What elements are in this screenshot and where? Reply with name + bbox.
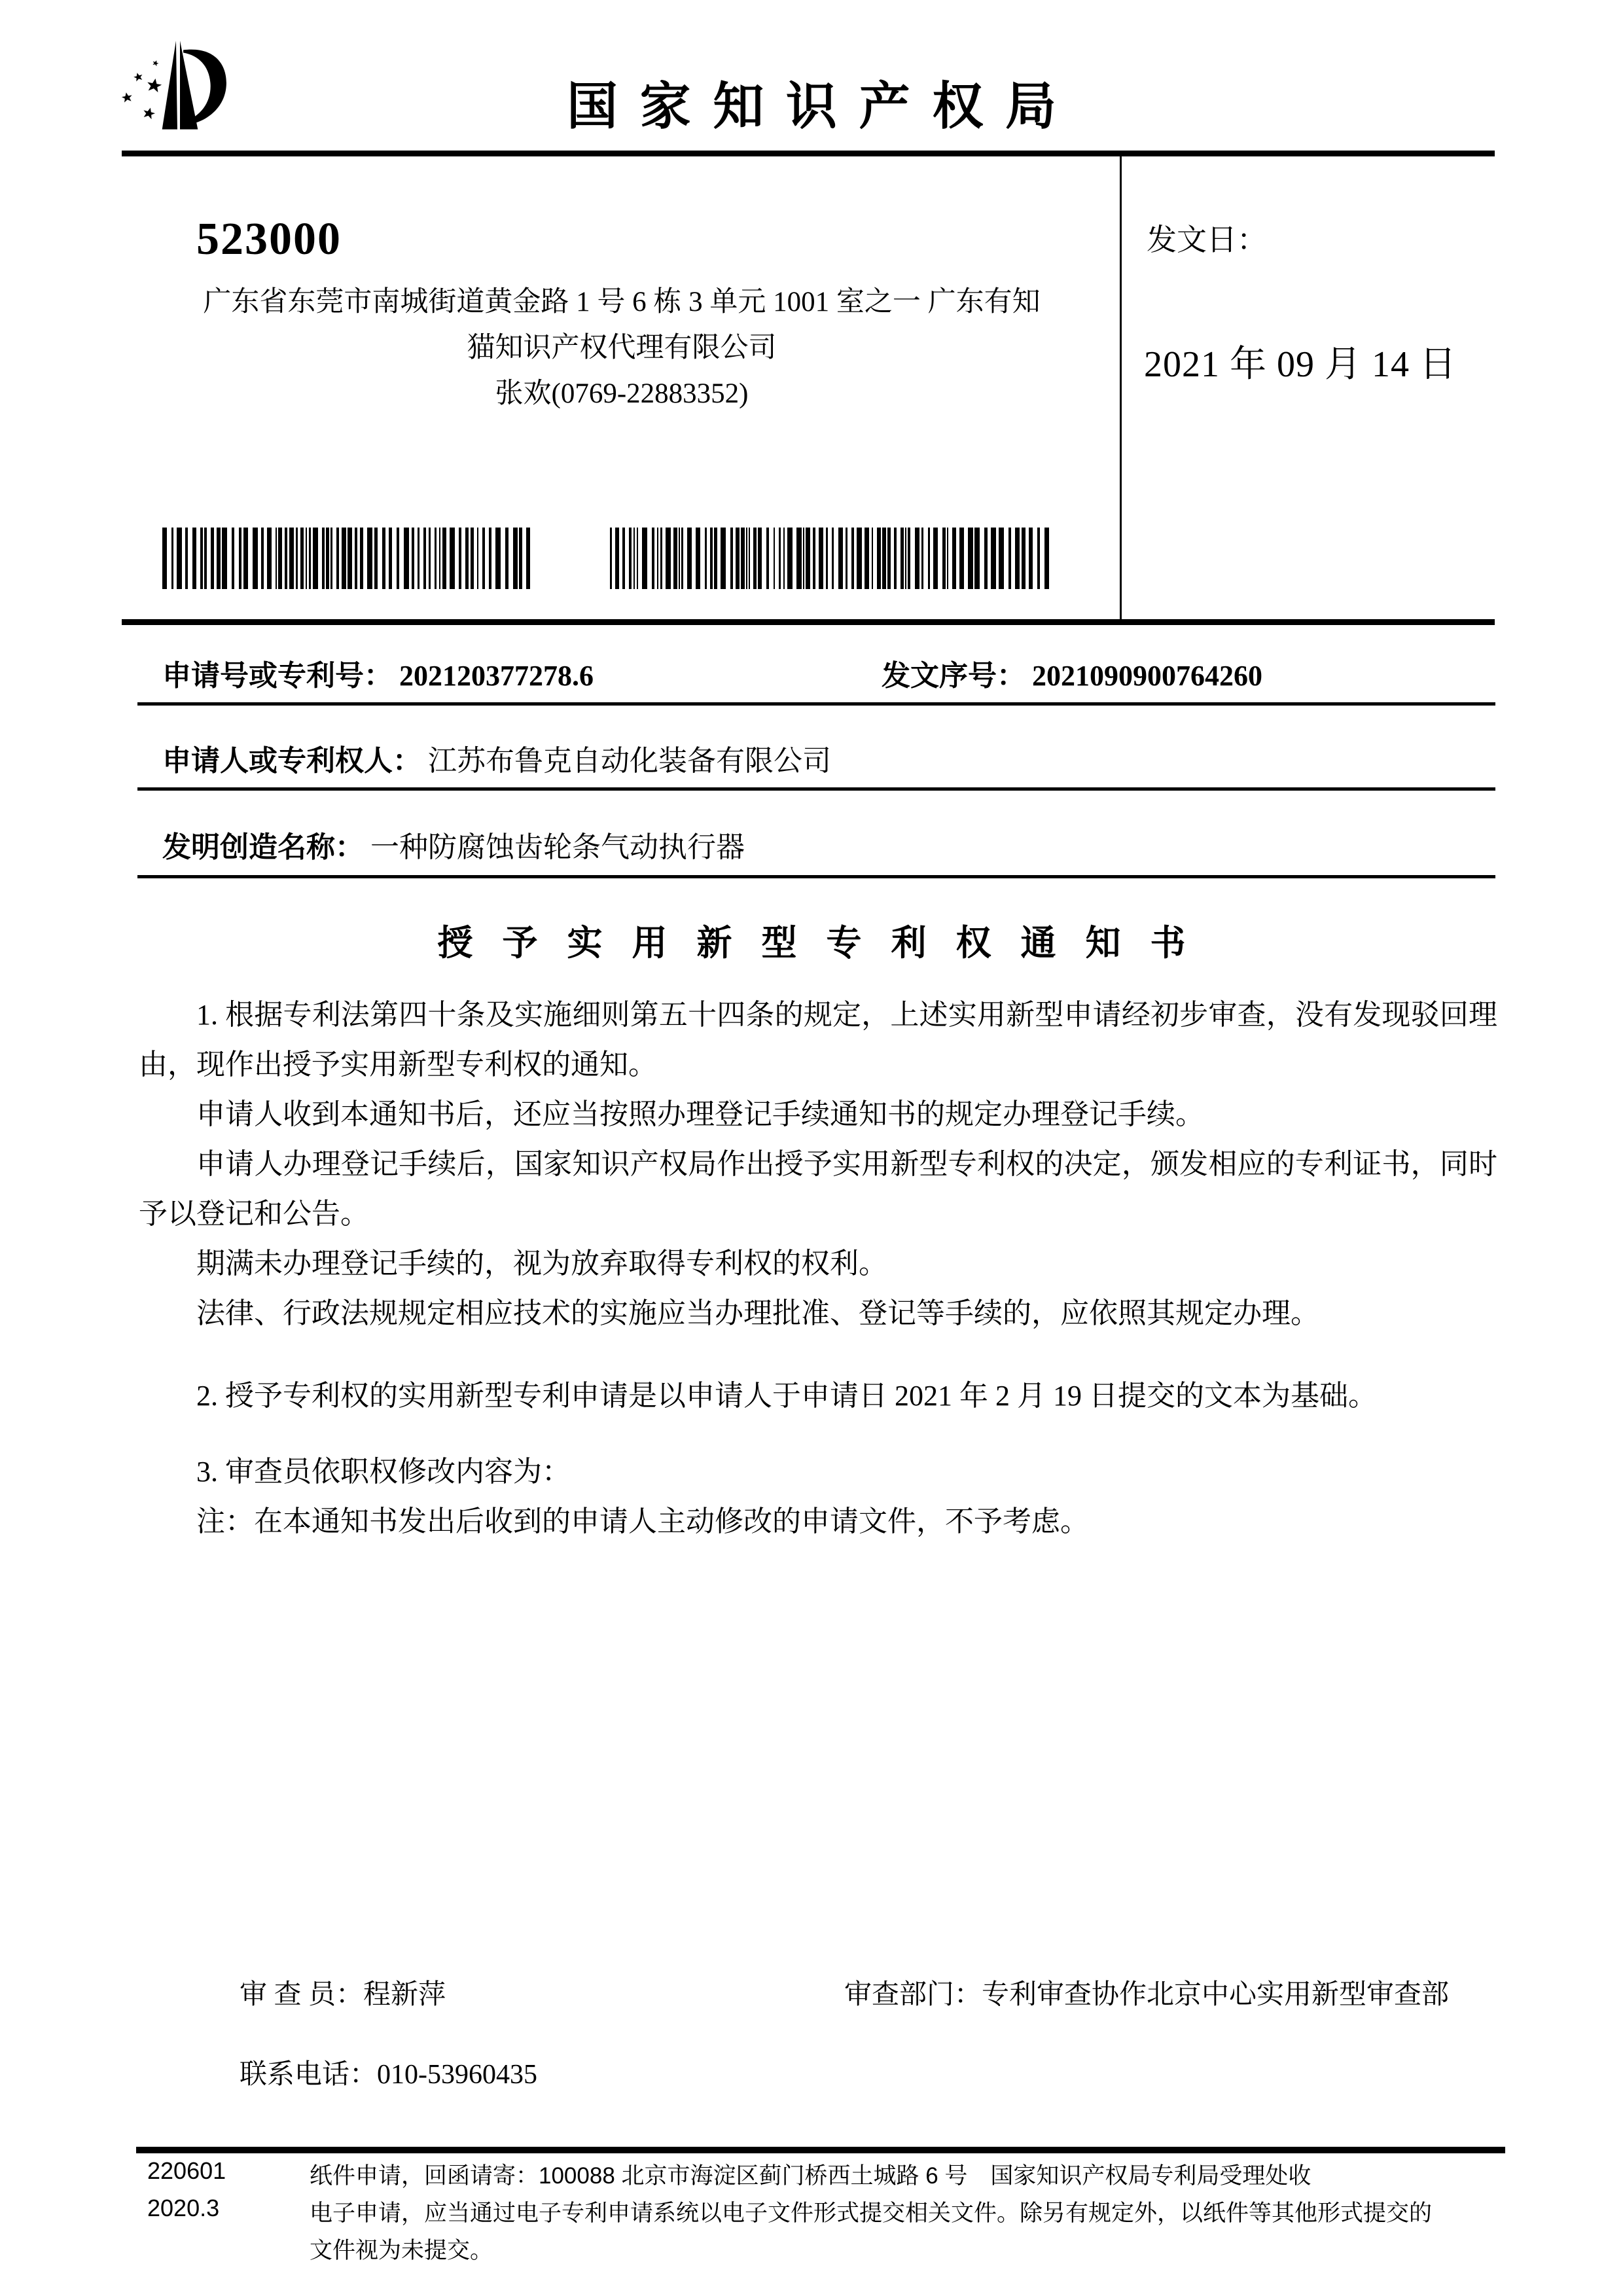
postal-code: 523000 [196,214,342,264]
notice-paragraph: 申请人收到本通知书后，还应当按照办理登记手续通知书的规定办理登记手续。 [196,1098,1204,1130]
applicant-value: 江苏布鲁克自动化装备有限公司 [428,745,831,777]
notice-paragraph: 期满未办理登记手续的，视为放弃取得专利权的权利。 [196,1247,887,1280]
serial-number-value: 2021090900764260 [1032,660,1262,692]
footer-note-line: 电子申请，应当通过电子专利申请系统以电子文件形式提交相关文件。除另有规定外，以纸件等其他形式提交的 [310,2200,1433,2226]
department-row [844,1973,1449,2012]
address-contact: 张欢(0769-22883352) [495,378,749,409]
notice-paragraph: 法律、行政法规规定相应技术的实施应当办理批准、登记等手续的，应依照其规定办理。 [196,1297,1319,1329]
footer-rule [136,2147,1505,2153]
header-rule [122,151,1495,156]
applicant-row [162,737,1497,779]
invention-name-label: 发明创造名称： [162,831,364,863]
notice-body [139,990,1497,1547]
barcode-serial-number [610,528,1050,589]
address-line-1: 广东省东莞市南城街道黄金路 1 号 6 栋 3 单元 1001 室之一 广东有知 [203,287,1041,317]
department-name: 专利审查协作北京中心实用新型审查部 [982,1980,1450,2010]
address-date-divider [1120,156,1122,619]
notice-paragraph: 3. 审查员依职权修改内容为： [196,1456,571,1488]
invention-name-value: 一种防腐蚀齿轮条气动执行器 [370,831,745,863]
row-separator [137,875,1495,878]
footer-notes [310,2157,1540,2269]
application-number-value: 202120377278.6 [399,660,594,692]
application-number-row [162,652,1497,694]
dispatch-date-value: 2021 年 09 月 14 日 [1144,344,1457,385]
dispatch-date-label: 发文日： [1147,223,1267,257]
footer-note-line: 文件视为未提交。 [310,2238,493,2263]
contact-phone-row [240,2053,537,2092]
row-separator [137,787,1495,791]
applicant-label: 申请人或专利权人： [162,745,421,777]
serial-number-label: 发文序号： [882,660,1026,692]
recipient-address-block [137,279,1106,417]
notice-title: 授 予 实 用 新 型 专 利 权 通 知 书 [437,924,1196,963]
notice-paragraph: 2. 授予专利权的实用新型专利申请是以申请人于申请日 2021 年 2 月 19 日提交的文本为基础。 [196,1380,1377,1412]
barcode-application-number [162,528,535,589]
phone-label: 联系电话： [240,2060,378,2090]
notice-paragraph: 1. 根据专利法第四十条及实施细则第五十四条的规定，上述实用新型申请经初步审查，没有发现驳回理由，现作出授予实用新型专利权的通知。 [139,999,1497,1081]
footer-note-line: 纸件申请，回函请寄：100088 北京市海淀区蓟门桥西土城路 6 号 国家知识产权局专利局受理处收 [310,2163,1311,2189]
serial-number-group [882,652,1262,694]
section-rule [122,619,1495,625]
notice-paragraph: 注：在本通知书发出后收到的申请人主动修改的申请文件，不予考虑。 [196,1505,1089,1537]
notice-paragraph: 申请人办理登记手续后，国家知识产权局作出授予实用新型专利权的决定，颁发相应的专利证书，同时予以登记和公告。 [139,1148,1497,1230]
examiner-name: 程新萍 [363,1980,446,2010]
examiner-row [240,1973,446,2012]
phone-number: 010-53960435 [377,2060,538,2090]
row-separator [137,702,1495,706]
agency-title: 国 家 知 识 产 权 局 [566,77,1061,135]
form-code: 220601 [147,2157,226,2184]
invention-name-row [162,823,1497,865]
department-label: 审查部门： [844,1980,982,2010]
examiner-label: 审 查 员： [240,1980,364,2010]
form-version: 2020.3 [147,2195,220,2221]
address-line-2: 猫知识产权代理有限公司 [467,332,777,363]
application-number-label: 申请号或专利号： [162,660,393,692]
